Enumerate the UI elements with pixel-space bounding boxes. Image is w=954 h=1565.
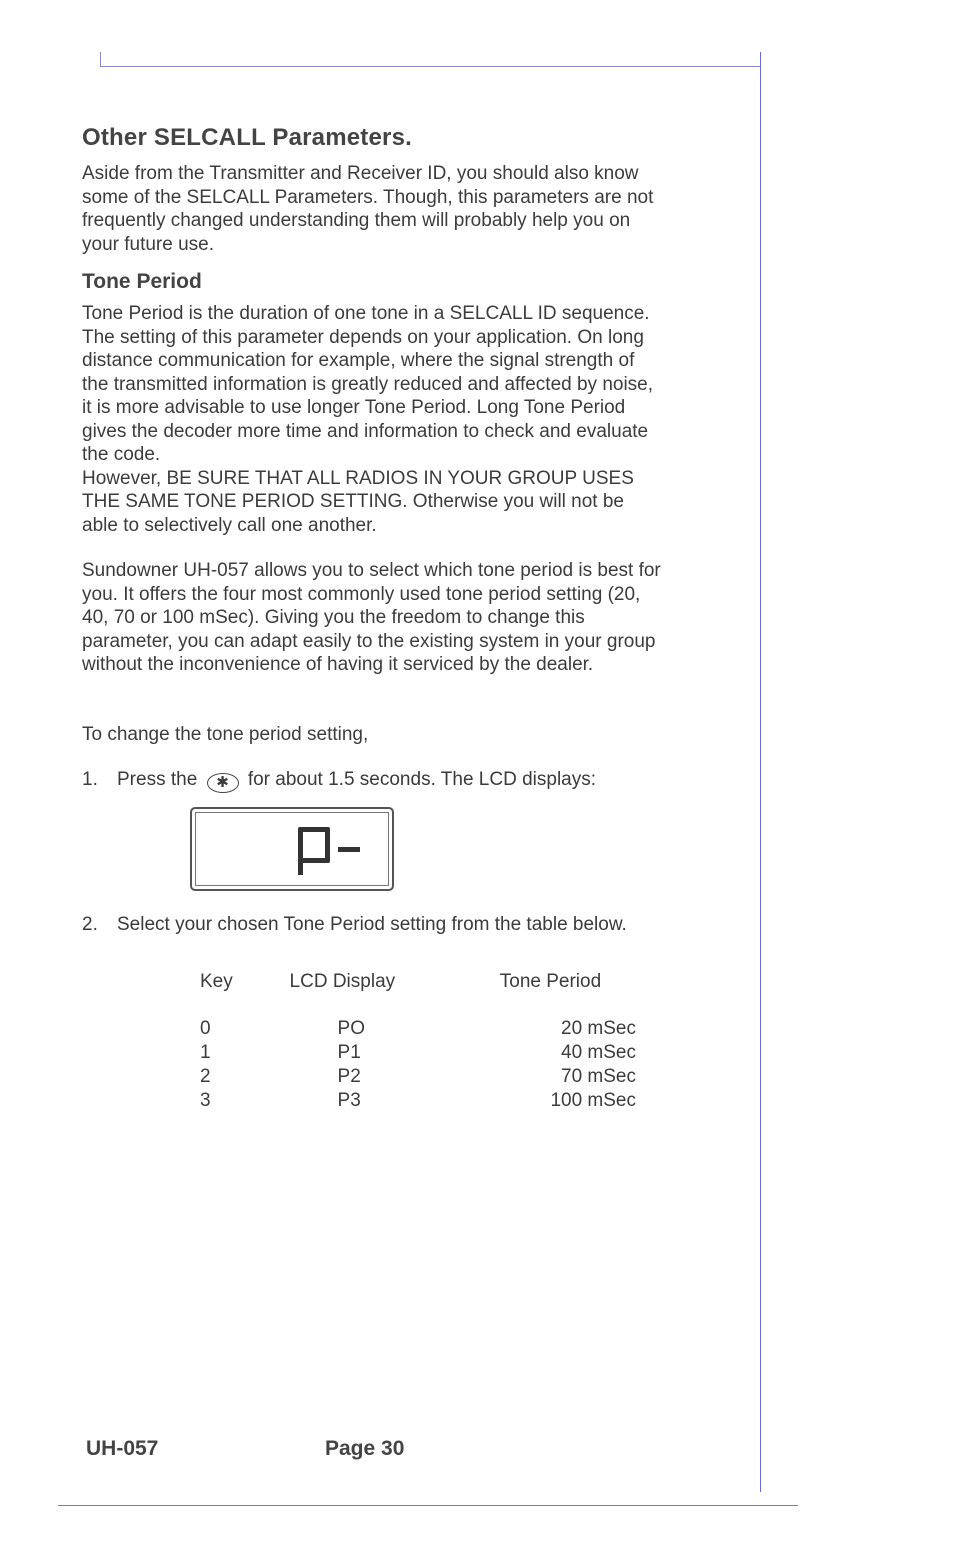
lcd-segment-dash (338, 847, 360, 852)
page-heading: Other SELCALL Parameters. (82, 124, 412, 151)
page-edge-right (760, 52, 761, 1492)
step-1 (82, 768, 662, 793)
step-1-before: Press the (117, 769, 198, 790)
step-1-text (117, 768, 662, 793)
page-edge-top (100, 52, 761, 67)
tone-period-heading: Tone Period (82, 270, 202, 293)
step-1-after: for about 1.5 seconds. The LCD displays: (247, 769, 597, 790)
asterisk-key-icon: ✱ (207, 773, 239, 793)
footer-model: UH-057 (86, 1437, 159, 1460)
table-cell-tone: 20 mSec (561, 1018, 636, 1039)
tone-period-paragraph: Tone Period is the duration of one tone in a SELCALL ID sequence. The setting of this parameter depends on your application. On long distance communication for example, where the signal strength of the transmitted information is greatly reduced and affected by noise, it is more advisable to use longer Tone Period. Long Tone Period gives the decoder more time and information to check and evaluate the code. (82, 303, 654, 465)
step-1-number: 1. (82, 769, 98, 790)
tone-period-table (192, 971, 662, 1113)
table-cell-lcd: P1 (337, 1042, 361, 1063)
table-cell-tone: 70 mSec (561, 1066, 636, 1087)
table-header-lcd: LCD Display (289, 971, 396, 992)
table-cell-tone: 100 mSec (550, 1090, 636, 1111)
step-2 (82, 913, 662, 937)
table-row (192, 1041, 662, 1065)
table-cell-key: 1 (200, 1042, 211, 1063)
table-row (192, 1089, 662, 1113)
lcd-display-illustration (190, 807, 394, 891)
table-cell-key: 0 (200, 1018, 211, 1039)
model-paragraph: Sundowner UH-057 allows you to select which tone period is best for you. It offers the four most commonly used tone period setting (20, 40, 70 or 100 mSec). Giving you the freedom to change this parameter, you can adapt easily to the existing system in your group without the inconvenience of having it serviced by the dealer. (82, 560, 661, 675)
step-2-text: Select your chosen Tone Period setting from the table below. (117, 914, 627, 935)
footer-page-number: Page 30 (325, 1437, 405, 1460)
table-header-row (192, 971, 662, 1017)
warning-paragraph: However, BE SURE THAT ALL RADIOS IN YOUR GROUP USES THE SAME TONE PERIOD SETTING. Otherwise you will not be able to selectively call one another. (82, 467, 634, 536)
table-cell-key: 3 (200, 1090, 211, 1111)
table-cell-tone: 40 mSec (561, 1042, 636, 1063)
table-header-tone: Tone Period (499, 971, 602, 992)
page-edge-bottom (58, 1505, 798, 1506)
intro-paragraph: Aside from the Transmitter and Receiver ID, you should also know some of the SELCALL Parameters. Though, this parameters are not frequently changed understanding them will probably help you on your future use. (82, 163, 654, 255)
table-cell-key: 2 (200, 1066, 211, 1087)
table-cell-lcd: P3 (337, 1090, 361, 1111)
page-content (82, 124, 662, 1113)
lcd-segment-p-stem (298, 855, 303, 875)
table-row (192, 1065, 662, 1089)
table-cell-lcd: PO (337, 1018, 365, 1039)
step-2-number: 2. (82, 914, 98, 935)
table-cell-lcd: P2 (337, 1066, 361, 1087)
table-header-key: Key (200, 971, 233, 992)
table-row (192, 1017, 662, 1041)
change-setting-intro: To change the tone period setting, (82, 723, 369, 745)
